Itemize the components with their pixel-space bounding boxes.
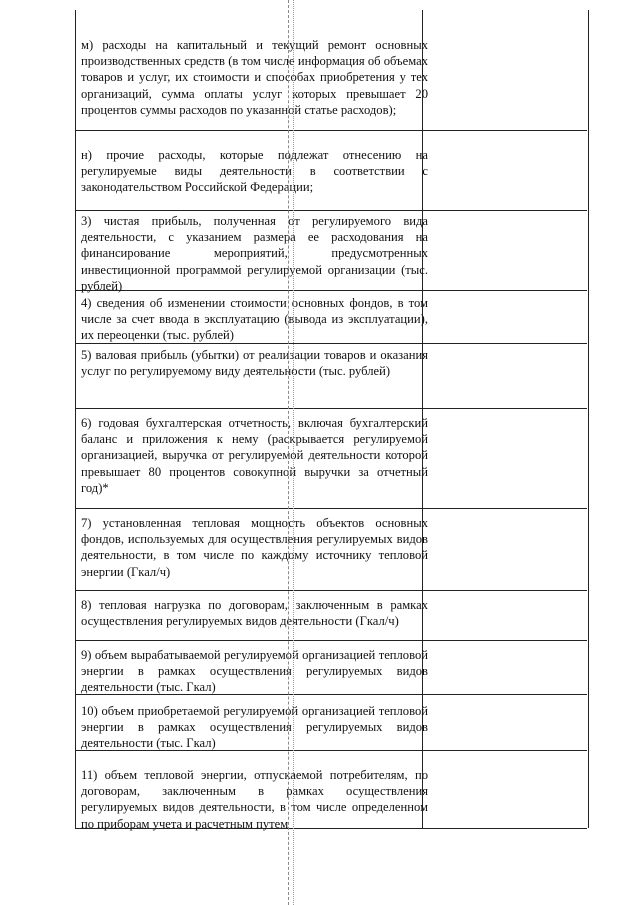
row-separator [75,640,587,641]
row-separator [75,590,587,591]
row-text-n: н) прочие расходы, которые подлежат отнесению на регулируемые виды деятельности в соответствии с законодательством Российской Федерации; [81,148,428,195]
scan-fold-line [288,0,289,905]
row-separator [75,508,587,509]
row-text-7: 7) установленная тепловая мощность объектов основных фондов, используемых для осуществления регулируемых видов деятельности, в том числе по каждому источнику тепловой энергии (Гкал/ч) [81,516,428,579]
row-text-9: 9) объем вырабатываемой регулируемой организацией тепловой энергии в рамках осуществления регулируемых видов деятельности (тыс. Гкал) [81,648,428,695]
row-text-10: 10) объем приобретаемой регулируемой организацией тепловой энергии в рамках осуществления регулируемых видов деятельности (тыс. Гкал) [81,704,428,751]
row-text-4: 4) сведения об изменении стоимости основных фондов, в том числе за счет ввода в эксплуатацию (вывода из эксплуатации), их переоценки (тыс. рублей) [81,296,428,343]
row-text-11: 11) объем тепловой энергии, отпускаемой потребителям, по договорам, заключенным в рамках осуществления регулируемых видов деятельности, в том числе определенном по приборам учета и расчетным путем [81,768,428,831]
row-text-3: 3) чистая прибыль, полученная от регулируемого вида деятельности, с указанием размера ее расходования на финансирование мероприятий, предусмотренных инвестиционной программой регулируемой организации (тыс. рублей) [81,214,428,293]
row-separator [75,130,587,131]
row-text-m: м) расходы на капитальный и текущий ремонт основных производственных средств (в том числе информация об объемах товаров и услуг, их стоимости и способах приобретения у тех организаций, сумма оплаты услуг которых превышает 20 процентов суммы расходов по указанной статье расходов); [81,38,428,117]
row-separator [75,408,587,409]
row-text-6: 6) годовая бухгалтерская отчетность, включая бухгалтерский баланс и приложения к нему (раскрывается регулируемой организацией, выручка от регулируемой деятельности которой превышает 80 процентов совокупной выручки за отчетный год)* [81,416,428,495]
row-text-8: 8) тепловая нагрузка по договорам, заключенным в рамках осуществления регулируемых видов деятельности (Гкал/ч) [81,598,428,629]
row-text-5: 5) валовая прибыль (убытки) от реализации товаров и оказания услуг по регулируемому виду деятельности (тыс. рублей) [81,348,428,379]
scan-fold-line [293,0,294,905]
